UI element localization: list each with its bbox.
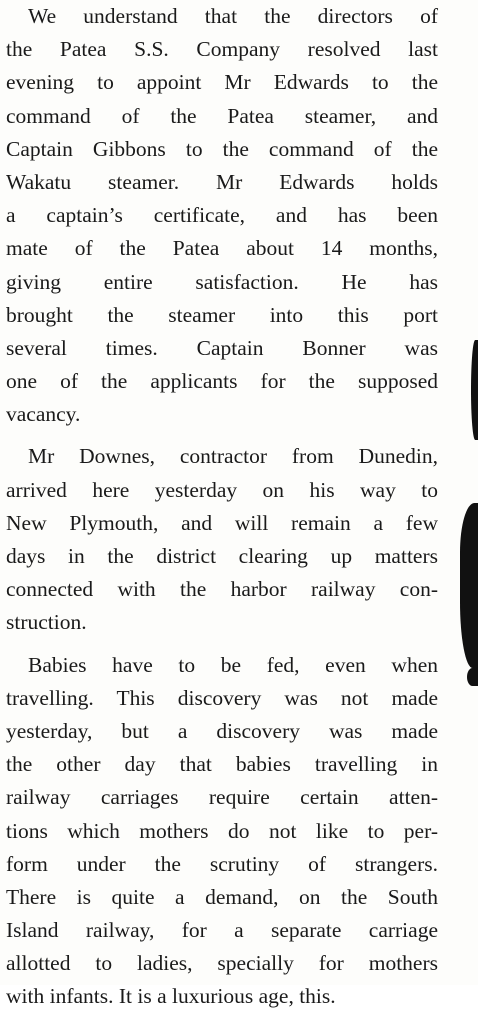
text-line: Mr Downes, contractor from Dunedin, — [28, 444, 438, 469]
text-line: evening to appoint Mr Edwards to the — [6, 70, 438, 95]
text-line: the Patea S.S. Company resolved last — [6, 37, 438, 62]
ink-blot — [467, 668, 478, 686]
text-line: We understand that the directors of — [28, 4, 438, 28]
paragraph-patea-steamer — [6, 0, 438, 431]
text-line: the other day that babies travelling in — [6, 752, 438, 777]
text-line: railway carriages require certain atten- — [6, 785, 438, 810]
paragraph-mr-downes — [6, 440, 438, 639]
text-line: one of the applicants for the supposed — [6, 369, 438, 394]
text-line: Wakatu steamer. Mr Edwards holds — [6, 169, 438, 194]
text-line: command of the Patea steamer, and — [6, 103, 438, 128]
text-line: Captain Gibbons to the command of the — [6, 136, 438, 161]
text-line: Island railway, for a separate carriage — [6, 918, 438, 943]
text-line: several times. Captain Bonner was — [6, 335, 438, 360]
text-line: giving entire satisfaction. He has — [6, 269, 438, 294]
article-column — [6, 0, 438, 1014]
ink-blot — [460, 503, 478, 668]
text-line: vacancy. — [6, 402, 81, 427]
text-line: brought the steamer into this port — [6, 302, 438, 327]
text-line: mate of the Patea about 14 months, — [6, 236, 438, 261]
paragraph-gap — [6, 640, 438, 649]
text-line: struction. — [6, 610, 87, 635]
text-line: with infants. It is a luxurious age, this. — [6, 984, 336, 1009]
text-line: yesterday, but a discovery was made — [6, 718, 438, 743]
text-line: travelling. This discovery was not made — [6, 685, 438, 710]
text-line: arrived here yesterday on his way to — [6, 477, 438, 502]
text-line: form under the scrutiny of strangers. — [6, 851, 438, 876]
text-line: allotted to ladies, specially for mothers — [6, 951, 438, 976]
text-line: tions which mothers do not like to per- — [6, 818, 438, 843]
text-line: New Plymouth, and will remain a few — [6, 510, 438, 535]
text-line: days in the district clearing up matters — [6, 544, 438, 568]
paragraph-gap — [6, 431, 438, 440]
paragraph-babies — [6, 649, 438, 1014]
text-line: Babies have to be fed, even when — [28, 652, 438, 677]
text-line: a captain’s certificate, and has been — [6, 203, 438, 228]
text-line: There is quite a demand, on the South — [6, 884, 438, 909]
text-line: connected with the harbor railway con- — [6, 577, 438, 602]
ink-blot — [471, 340, 478, 440]
